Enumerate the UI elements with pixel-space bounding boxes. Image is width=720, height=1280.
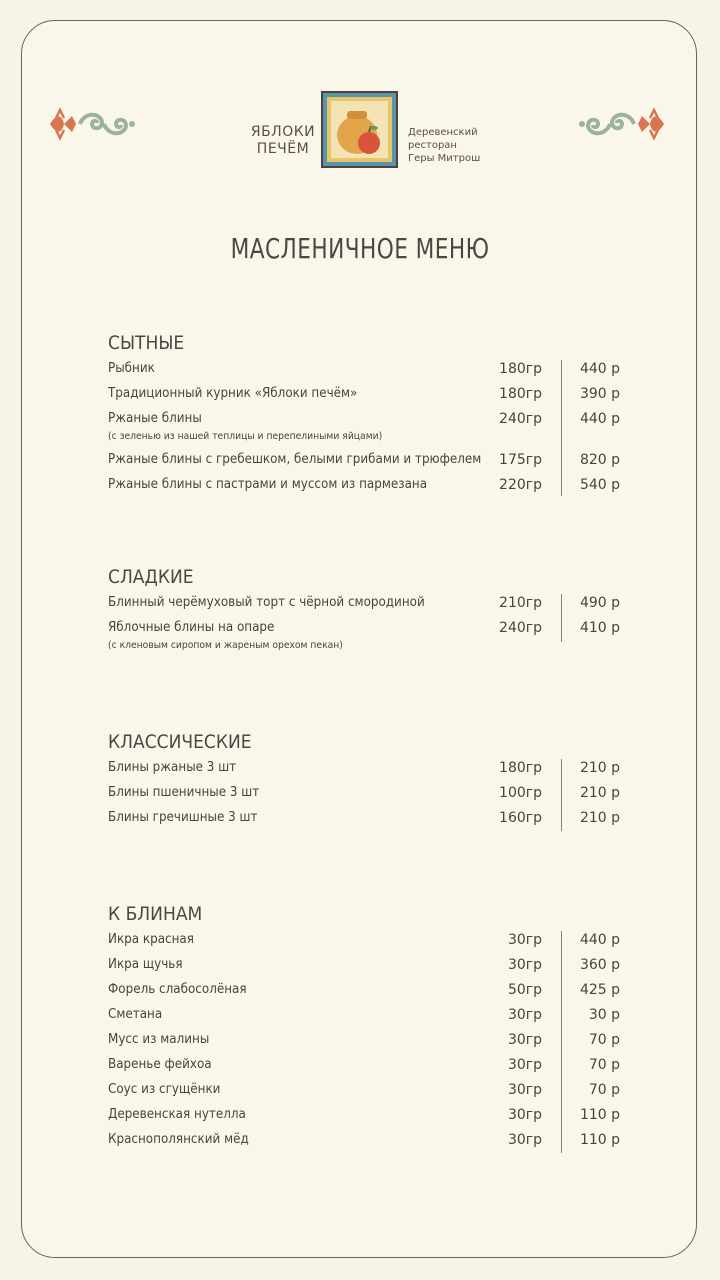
item-price: 440 р — [579, 411, 620, 427]
item-price: 410 р — [579, 620, 620, 636]
section-items — [108, 757, 628, 832]
item-price: 30 р — [588, 1007, 620, 1023]
list-item — [108, 807, 628, 832]
item-weight: 100гр — [499, 785, 542, 801]
item-price: 490 р — [579, 595, 620, 611]
item-price: 110 р — [579, 1132, 620, 1148]
section-title: КЛАССИЧЕСКИЕ — [108, 731, 252, 753]
section-items — [108, 358, 628, 499]
section-title: К БЛИНАМ — [108, 903, 203, 925]
item-price: 70 р — [588, 1057, 620, 1073]
item-name: Форель слабосолёная — [108, 982, 247, 997]
section-items — [108, 929, 628, 1154]
list-item — [108, 358, 628, 383]
section-classic — [108, 727, 628, 832]
item-weight: 180гр — [499, 760, 542, 776]
item-weight: 50гр — [507, 982, 542, 998]
section-title: СЛАДКИЕ — [108, 566, 194, 588]
item-weight: 30гр — [507, 1132, 542, 1148]
list-item — [108, 757, 628, 782]
list-item — [108, 979, 628, 1004]
item-price: 210 р — [579, 785, 620, 801]
menu-title: МАСЛЕНИЧНОЕ МЕНЮ — [230, 232, 490, 265]
section-items — [108, 592, 628, 658]
item-price: 210 р — [579, 760, 620, 776]
item-name: Деревенская нутелла — [108, 1107, 246, 1122]
item-name: Икра щучья — [108, 957, 183, 972]
list-item — [108, 383, 628, 408]
item-price: 210 р — [579, 810, 620, 826]
list-item — [108, 1104, 628, 1129]
item-weight: 30гр — [507, 1057, 542, 1073]
item-name: Блины гречишные 3 шт — [108, 810, 258, 825]
list-item — [108, 408, 628, 449]
item-weight: 175гр — [499, 452, 542, 468]
pot-apple-emblem-icon — [321, 91, 398, 168]
item-weight: 240гр — [499, 620, 542, 636]
item-name: Соус из сгущёнки — [108, 1082, 221, 1097]
item-name: Блинный черёмуховый торт с чёрной смородиной — [108, 595, 425, 610]
item-name: Икра красная — [108, 932, 194, 947]
restaurant-caption-line2: ресторан — [408, 140, 457, 151]
list-item — [108, 1004, 628, 1029]
item-weight: 180гр — [499, 386, 542, 402]
section-title: СЫТНЫЕ — [108, 332, 185, 354]
item-name: Яблочные блины на опаре — [108, 620, 275, 635]
restaurant-caption-line1: Деревенский — [408, 127, 478, 138]
item-price: 70 р — [588, 1032, 620, 1048]
item-note: (с кленовым сиропом и жареным орехом пекан) — [108, 640, 343, 651]
item-price: 425 р — [579, 982, 620, 998]
list-item — [108, 617, 628, 658]
item-weight: 180гр — [499, 361, 542, 377]
list-item — [108, 449, 628, 474]
item-name: Краснополянский мёд — [108, 1132, 249, 1147]
list-item — [108, 1054, 628, 1079]
list-item — [108, 1129, 628, 1154]
list-item — [108, 592, 628, 617]
item-price: 110 р — [579, 1107, 620, 1123]
item-price: 390 р — [579, 386, 620, 402]
section-hearty — [108, 328, 628, 499]
item-weight: 240гр — [499, 411, 542, 427]
item-name: Ржаные блины — [108, 411, 202, 426]
section-sweet — [108, 562, 628, 658]
list-item — [108, 1079, 628, 1104]
list-item — [108, 1029, 628, 1054]
item-name: Блины пшеничные 3 шт — [108, 785, 260, 800]
item-name: Ржаные блины с пастрами и муссом из пармезана — [108, 477, 428, 492]
item-price: 440 р — [579, 932, 620, 948]
folk-ornament-right-icon — [576, 104, 672, 144]
restaurant-caption — [408, 126, 498, 165]
item-weight: 220гр — [499, 477, 542, 493]
item-weight: 30гр — [507, 1007, 542, 1023]
item-name: Блины ржаные 3 шт — [108, 760, 237, 775]
item-weight: 160гр — [499, 810, 542, 826]
folk-ornament-left-icon — [42, 104, 138, 144]
logo-wordmark: ЯБЛОКИ ПЕЧЁМ — [250, 124, 316, 157]
item-name: Мусс из малины — [108, 1032, 210, 1047]
item-price: 820 р — [579, 452, 620, 468]
list-item — [108, 954, 628, 979]
restaurant-caption-line3: Геры Митрош — [408, 153, 481, 164]
item-weight: 30гр — [507, 1107, 542, 1123]
item-price: 70 р — [588, 1082, 620, 1098]
item-price: 440 р — [579, 361, 620, 377]
item-price: 360 р — [579, 957, 620, 973]
item-weight: 210гр — [499, 595, 542, 611]
list-item — [108, 474, 628, 499]
item-name: Сметана — [108, 1007, 163, 1022]
item-note: (с зеленью из нашей теплицы и перепелиными яйцами) — [108, 431, 383, 442]
item-name: Рыбник — [108, 361, 155, 376]
item-name: Ржаные блины с гребешком, белыми грибами и трюфелем — [108, 452, 482, 467]
item-weight: 30гр — [507, 1032, 542, 1048]
list-item — [108, 782, 628, 807]
section-toppings — [108, 899, 628, 1154]
item-weight: 30гр — [507, 932, 542, 948]
item-weight: 30гр — [507, 957, 542, 973]
item-price: 540 р — [579, 477, 620, 493]
list-item — [108, 929, 628, 954]
item-name: Традиционный курник «Яблоки печём» — [108, 386, 358, 401]
item-weight: 30гр — [507, 1082, 542, 1098]
item-name: Варенье фейхоа — [108, 1057, 212, 1072]
